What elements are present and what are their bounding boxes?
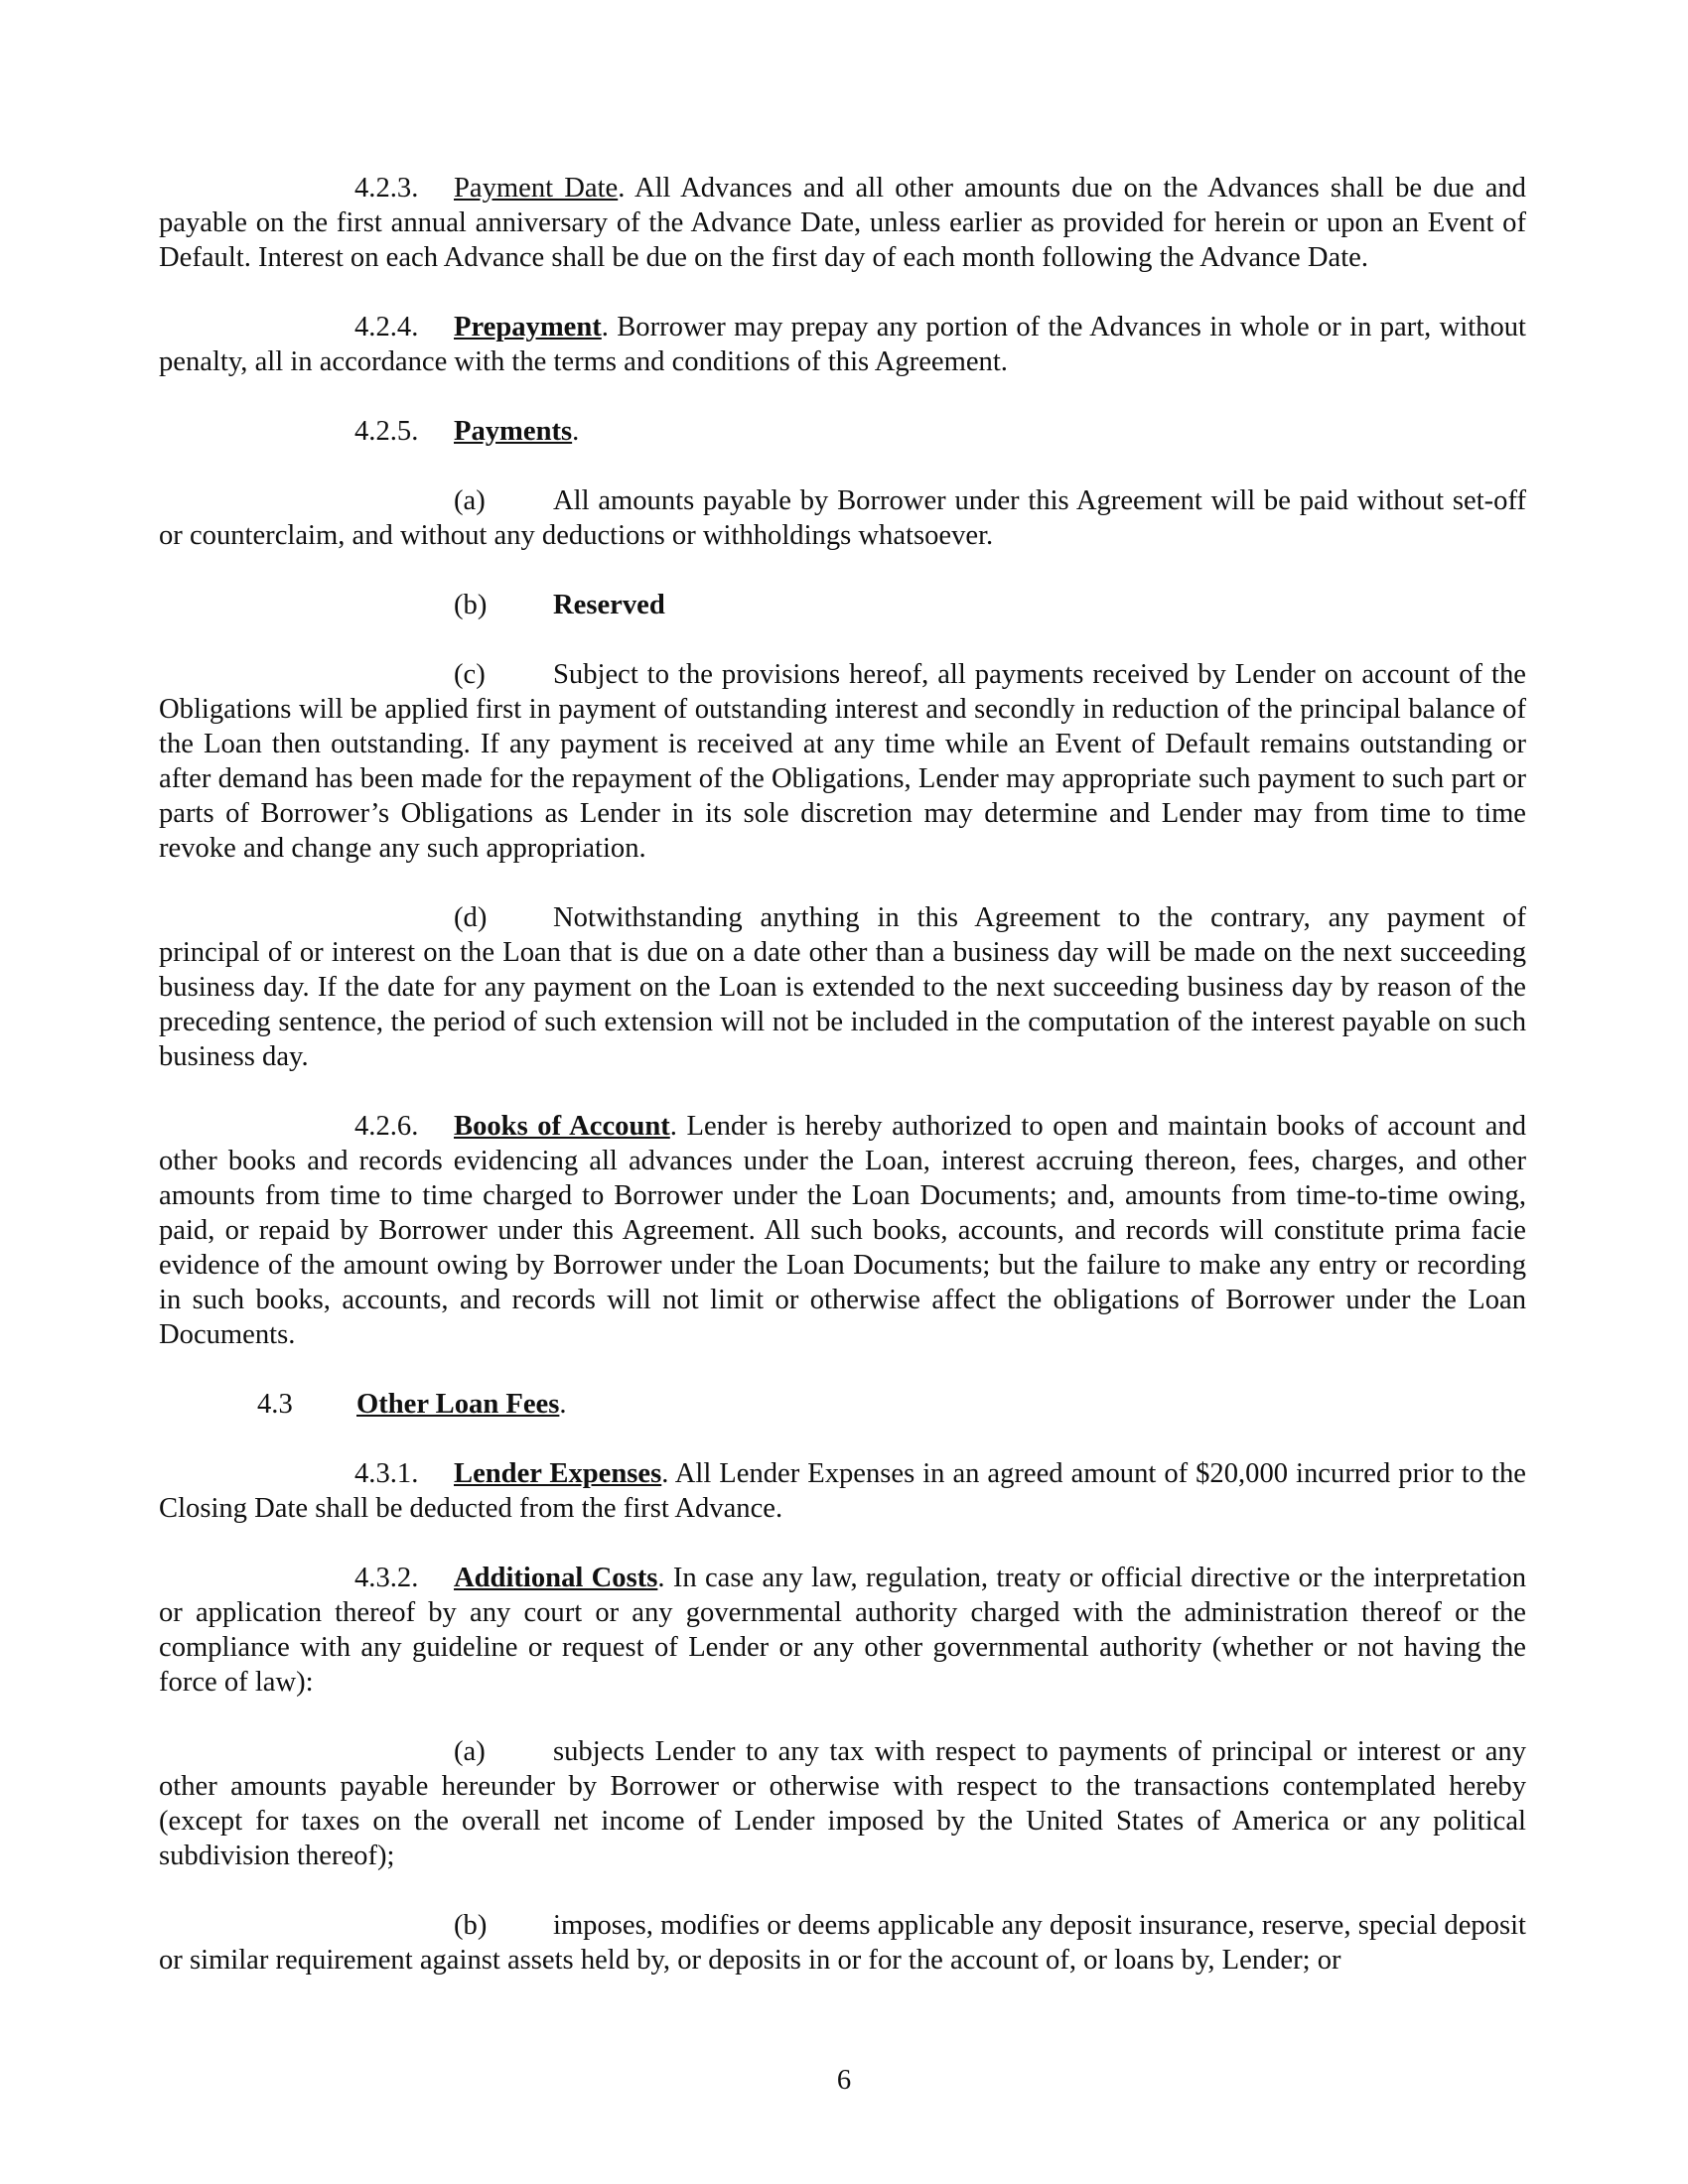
section-4-2-5-d <box>159 900 1526 1074</box>
clause-text: Subject to the provisions hereof, all payments received by Lender on account of the Obligations will be applied first in payment of outstanding interest and secondly in reduction of the principal balance of the Loan then outstanding. If any payment is received at any time while an Event of Default remains outstanding or after demand has been made for the repayment of the Obligations, Lender may appropriate such payment to such part or parts of Borrower’s Obligations as Lender in its sole discretion may determine and Lender may from time to time revoke and change any such appropriation. <box>159 659 1526 864</box>
section-4-3-1 <box>159 1456 1526 1526</box>
section-number: 4.3.1. <box>354 1458 419 1489</box>
clause-text: imposes, modifies or deems applicable any deposit insurance, reserve, special deposit or similar requirement against assets held by, or deposits in or for the account of, or loans by, Lender; or <box>159 1910 1526 1976</box>
clause-letter: (c) <box>454 659 486 690</box>
section-number: 4.2.6. <box>354 1111 419 1142</box>
section-heading: Lender Expenses <box>454 1458 662 1489</box>
clause-letter: (a) <box>454 485 486 516</box>
section-4-2-5-b <box>159 588 1526 622</box>
section-4-2-3 <box>159 171 1526 275</box>
section-4-3 <box>159 1387 1526 1422</box>
clause-letter: (b) <box>454 590 488 620</box>
section-number: 4.2.4. <box>354 312 419 342</box>
section-text: . Borrower may prepay any portion of the Advances in whole or in part, without penalty, all in accordance with the terms and conditions of this Agreement. <box>159 312 1526 377</box>
section-4-3-2 <box>159 1561 1526 1700</box>
section-text: . <box>559 1389 567 1420</box>
clause-text: Notwithstanding anything in this Agreement to the contrary, any payment of principal of or interest on the Loan that is due on a date other than a business day will be made on the next succeeding business day. If the date for any payment on the Loan is extended to the next succeeding business day by reason of the preceding sentence, the period of such extension will not be included in the computation of the interest payable on such business day. <box>159 902 1526 1072</box>
clause-letter: (b) <box>454 1910 488 1941</box>
clause-text: subjects Lender to any tax with respect to payments of principal or interest or any other amounts payable hereunder by Borrower or otherwise with respect to the transactions contemplated hereby (except for taxes on the overall net income of Lender imposed by the United States of America or any political subdivision thereof); <box>159 1736 1526 1871</box>
clause-letter: (a) <box>454 1736 486 1767</box>
section-heading: Books of Account <box>454 1111 670 1142</box>
section-text: . <box>572 416 580 447</box>
section-text: . All Advances and all other amounts due on the Advances shall be due and payable on the first annual anniversary of the Advance Date, unless earlier as provided for herein or upon an Event of Default. Interest on each Advance shall be due on the first day of each month following the Advance Date. <box>159 173 1526 273</box>
section-text: . All Lender Expenses in an agreed amount of $20,000 incurred prior to the Closing Date shall be deducted from the first Advance. <box>159 1458 1526 1524</box>
section-4-2-5-a <box>159 483 1526 553</box>
section-heading: Additional Costs <box>454 1563 658 1593</box>
section-heading: Payment Date <box>454 173 619 204</box>
clause-letter: (d) <box>454 902 488 933</box>
section-4-3-2-a <box>159 1734 1526 1873</box>
section-text: . Lender is hereby authorized to open and maintain books of account and other books and records evidencing all advances under the Loan, interest accruing thereon, fees, charges, and other amounts from time to time charged to Borrower under the Loan Documents; and, amounts from time-to-time owing, paid, or repaid by Borrower under this Agreement. All such books, accounts, and records will constitute prima facie evidence of the amount owing by Borrower under the Loan Documents; but the failure to make any entry or recording in such books, accounts, and records will not limit or otherwise affect the obligations of Borrower under the Loan Documents. <box>159 1111 1527 1350</box>
section-number: 4.2.5. <box>354 416 419 447</box>
document-body <box>159 171 1526 2012</box>
section-heading: Payments <box>454 416 573 447</box>
section-4-2-6 <box>159 1109 1526 1352</box>
section-4-2-5 <box>159 414 1526 449</box>
section-heading: Other Loan Fees <box>356 1389 560 1420</box>
section-4-3-2-b <box>159 1908 1526 1978</box>
section-4-2-4 <box>159 310 1526 379</box>
clause-text: All amounts payable by Borrower under this Agreement will be paid without set-off or counterclaim, and without any deductions or withholdings whatsoever. <box>159 485 1526 551</box>
section-number: 4.3.2. <box>354 1563 419 1593</box>
section-number: 4.2.3. <box>354 173 419 204</box>
clause-text: Reserved <box>553 590 665 620</box>
section-number: 4.3 <box>257 1389 293 1420</box>
section-text: . In case any law, regulation, treaty or official directive or the interpretation or application thereof by any court or any governmental authority charged with the administration thereof or the compliance with any guideline or request of Lender or any other governmental authority (whether or not having the force of law): <box>159 1563 1526 1698</box>
section-4-2-5-c <box>159 657 1526 866</box>
section-heading: Prepayment <box>454 312 602 342</box>
page-number: 6 <box>836 2065 852 2096</box>
